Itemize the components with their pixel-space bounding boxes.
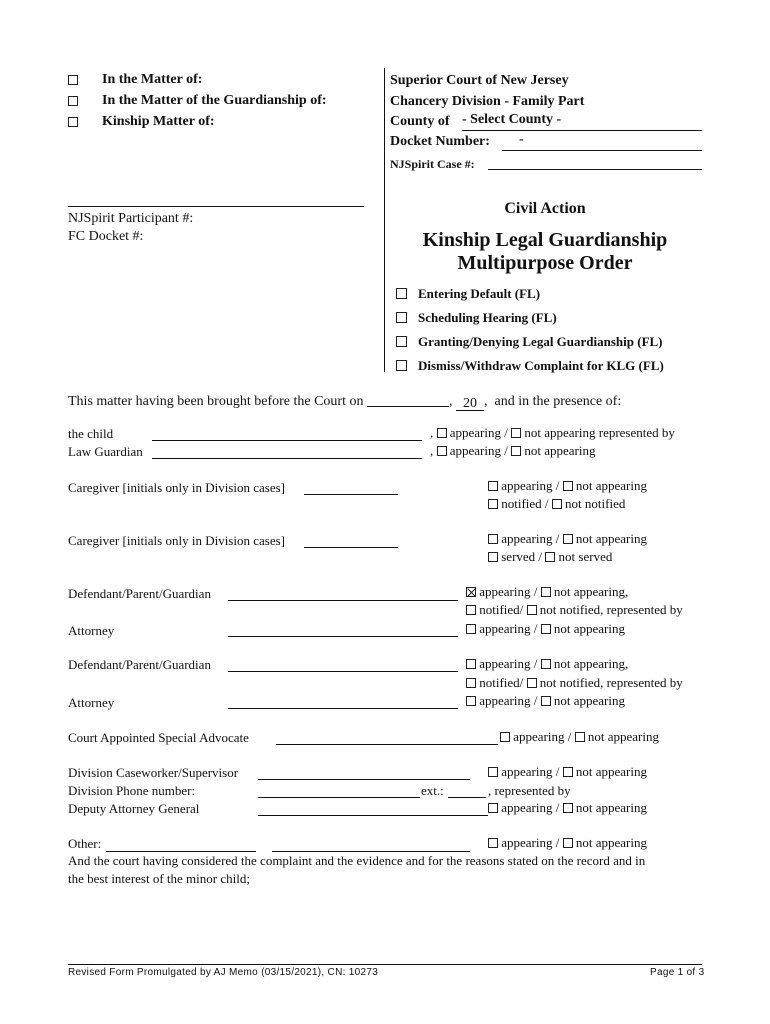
caption-name-line[interactable] — [68, 206, 364, 207]
status-not-appearing: not appearing — [553, 693, 625, 708]
option-label: In the Matter of: — [102, 72, 203, 87]
dag-field[interactable] — [258, 815, 488, 816]
footer-revision: Revised Form Promulgated by AJ Memo (03/15/2021), CN: 10273 — [68, 967, 379, 978]
checkbox[interactable] — [511, 446, 521, 456]
intro-sentence: This matter having been brought before the Court on , 20 , and in the presence of: — [68, 394, 622, 411]
status-served: served / — [501, 549, 543, 564]
form-title-line2: Multipurpose Order — [457, 252, 633, 274]
checkbox[interactable] — [541, 624, 551, 634]
defendant2-field[interactable] — [228, 671, 458, 672]
court-division: Chancery Division - Family Part — [390, 94, 585, 109]
checkbox[interactable] — [545, 552, 555, 562]
dag-status — [488, 800, 647, 816]
status-not-appearing: not appearing — [575, 835, 647, 850]
other-status — [488, 835, 647, 851]
status-not-appearing: not appearing, — [553, 656, 629, 671]
checkbox[interactable] — [488, 767, 498, 777]
year-prefix: 20 — [462, 396, 477, 411]
checkbox[interactable] — [396, 288, 407, 299]
njspirit-case-field[interactable] — [488, 169, 702, 170]
checkbox[interactable] — [488, 499, 498, 509]
law-guardian-status: , appearing / not appearing — [430, 443, 596, 458]
checkbox[interactable] — [466, 659, 476, 669]
child-label: the child — [68, 426, 114, 441]
checkbox[interactable] — [466, 605, 476, 615]
civil-action-heading: Civil Action — [504, 200, 586, 217]
caregiver1-status-2 — [488, 496, 625, 512]
attorney1-label: Attorney — [68, 623, 115, 638]
status-appearing: appearing / — [479, 656, 538, 671]
checkbox[interactable] — [541, 659, 551, 669]
checkbox[interactable] — [466, 678, 476, 688]
checkbox[interactable] — [563, 534, 573, 544]
order-type-label: Dismiss/Withdraw Complaint for KLG (FL) — [418, 358, 664, 373]
caregiver1-label: Caregiver [initials only in Division cases] — [68, 480, 285, 495]
hearing-date-field[interactable] — [367, 392, 449, 407]
phone-field[interactable] — [258, 797, 420, 798]
defendant2-status-1 — [466, 656, 628, 672]
casa-field[interactable] — [276, 744, 498, 745]
checkbox[interactable] — [396, 336, 407, 347]
footer-rule — [68, 964, 702, 965]
checkbox[interactable] — [68, 117, 78, 127]
status-appearing: appearing / — [449, 443, 508, 458]
status-notified: notified / — [501, 496, 549, 511]
attorney1-status — [466, 621, 625, 637]
closing-line-2: the best interest of the minor child; — [68, 871, 250, 886]
status-not-appearing: not appearing — [553, 621, 625, 636]
status-not-appearing: not appearing — [575, 764, 647, 779]
checkbox[interactable] — [488, 552, 498, 562]
child-status: , appearing / not appearing represented by — [430, 425, 675, 440]
order-type-label: Granting/Denying Legal Guardianship (FL) — [418, 334, 663, 349]
checkbox[interactable] — [563, 838, 573, 848]
defendant1-label: Defendant/Parent/Guardian — [68, 586, 211, 601]
defendant1-status-1 — [466, 584, 628, 600]
defendant1-field[interactable] — [228, 600, 458, 601]
defendant1-status-2 — [466, 602, 683, 618]
status-not-appearing-rep: not appearing represented by — [524, 425, 675, 440]
intro-after: and in the presence of: — [494, 394, 622, 409]
law-guardian-label: Law Guardian — [68, 444, 143, 459]
checkbox[interactable] — [437, 446, 447, 456]
status-not-notified: not notified — [565, 496, 626, 511]
casa-status — [500, 729, 659, 745]
status-not-notified-rep: not notified, represented by — [539, 675, 683, 690]
caseworker-label: Division Caseworker/Supervisor — [68, 765, 239, 780]
njspirit-case-label: NJSpirit Case #: — [390, 157, 475, 171]
attorney1-field[interactable] — [228, 636, 458, 637]
order-type-label: Entering Default (FL) — [418, 286, 541, 301]
status-appearing: appearing / — [479, 621, 538, 636]
form-title-line1: Kinship Legal Guardianship — [422, 229, 668, 251]
docket-label: Docket Number: — [390, 134, 490, 149]
caregiver2-label: Caregiver [initials only in Division cases] — [68, 533, 285, 548]
court-name: Superior Court of New Jersey — [390, 73, 569, 88]
represented-by-label: , represented by — [488, 783, 571, 798]
checkbox[interactable] — [488, 481, 498, 491]
status-appearing: appearing / — [513, 729, 572, 744]
status-not-notified-rep: not notified, represented by — [539, 602, 683, 617]
county-select-value: - Select County - — [462, 112, 562, 127]
defendant2-status-2 — [466, 675, 683, 691]
header-divider — [384, 68, 385, 372]
status-not-appearing: not appearing — [524, 443, 596, 458]
status-appearing: appearing / — [501, 800, 560, 815]
checkbox[interactable] — [396, 312, 407, 323]
checkbox[interactable] — [527, 678, 537, 688]
footer-page-number: Page 1 of 3 — [650, 967, 705, 978]
caseworker-field[interactable] — [258, 779, 470, 780]
order-type-label: Scheduling Hearing (FL) — [418, 310, 557, 325]
intro-before: This matter having been brought before the Court on — [68, 394, 364, 409]
caregiver2-status-2 — [488, 549, 612, 565]
status-appearing: appearing / — [501, 764, 560, 779]
checkbox[interactable] — [466, 624, 476, 634]
other-name-field[interactable] — [272, 851, 470, 852]
caseworker-status — [488, 764, 647, 780]
status-not-served: not served — [558, 549, 613, 564]
checkbox[interactable] — [68, 96, 78, 106]
docket-number-value: - — [519, 132, 524, 147]
child-name-field[interactable] — [152, 440, 422, 441]
checkbox[interactable] — [511, 428, 521, 438]
status-appearing: appearing / — [479, 693, 538, 708]
checkbox[interactable] — [552, 499, 562, 509]
closing-line-1: And the court having considered the complaint and the evidence and for the reasons stated on the record and in — [68, 853, 646, 868]
status-not-appearing: not appearing — [587, 729, 659, 744]
status-not-appearing: not appearing — [575, 531, 647, 546]
docket-number-field[interactable] — [502, 132, 702, 151]
checkbox[interactable] — [563, 481, 573, 491]
caregiver2-status-1 — [488, 531, 647, 547]
status-not-appearing: not appearing, — [553, 584, 629, 599]
checkbox[interactable] — [563, 767, 573, 777]
county-label: County of — [390, 114, 450, 129]
option-label: In the Matter of the Guardianship of: — [102, 93, 327, 108]
checkbox[interactable] — [396, 360, 407, 371]
other-label: Other: — [68, 836, 102, 851]
status-appearing: appearing / — [501, 835, 560, 850]
checkbox[interactable] — [466, 696, 476, 706]
hearing-year-field[interactable] — [456, 396, 484, 411]
attorney2-label: Attorney — [68, 695, 115, 710]
status-notified: notified/ — [479, 675, 524, 690]
option-label: Kinship Matter of: — [102, 114, 215, 129]
checkbox[interactable] — [541, 587, 551, 597]
county-select[interactable] — [462, 112, 702, 131]
status-appearing: appearing / — [501, 531, 560, 546]
fc-docket-label: FC Docket #: — [68, 229, 144, 244]
checkbox[interactable] — [437, 428, 447, 438]
defendant2-label: Defendant/Parent/Guardian — [68, 657, 211, 672]
other-role-field[interactable] — [106, 851, 256, 852]
status-not-appearing: not appearing — [575, 800, 647, 815]
checkbox[interactable] — [563, 803, 573, 813]
dag-label: Deputy Attorney General — [68, 801, 200, 816]
law-guardian-field[interactable] — [152, 458, 422, 459]
attorney2-status — [466, 693, 625, 709]
participant-label: NJSpirit Participant #: — [68, 211, 194, 226]
ext-field[interactable] — [448, 797, 486, 798]
checkbox[interactable] — [488, 803, 498, 813]
checkbox[interactable] — [488, 534, 498, 544]
caregiver1-status-1 — [488, 478, 647, 494]
status-appearing: appearing / — [501, 478, 560, 493]
attorney2-field[interactable] — [228, 708, 458, 709]
status-not-appearing: not appearing — [575, 478, 647, 493]
caregiver2-field[interactable] — [304, 547, 398, 548]
checkbox[interactable] — [500, 732, 510, 742]
status-appearing: appearing / — [449, 425, 508, 440]
status-notified: notified/ — [479, 602, 524, 617]
checkbox[interactable] — [541, 696, 551, 706]
caregiver1-field[interactable] — [304, 494, 398, 495]
checkbox[interactable] — [575, 732, 585, 742]
checkbox-checked[interactable] — [466, 587, 476, 597]
status-appearing: appearing / — [479, 584, 538, 599]
ext-label: ext.: — [421, 783, 444, 798]
casa-label: Court Appointed Special Advocate — [68, 730, 249, 745]
checkbox[interactable] — [527, 605, 537, 615]
phone-label: Division Phone number: — [68, 783, 196, 798]
checkbox[interactable] — [488, 838, 498, 848]
checkbox[interactable] — [68, 75, 78, 85]
